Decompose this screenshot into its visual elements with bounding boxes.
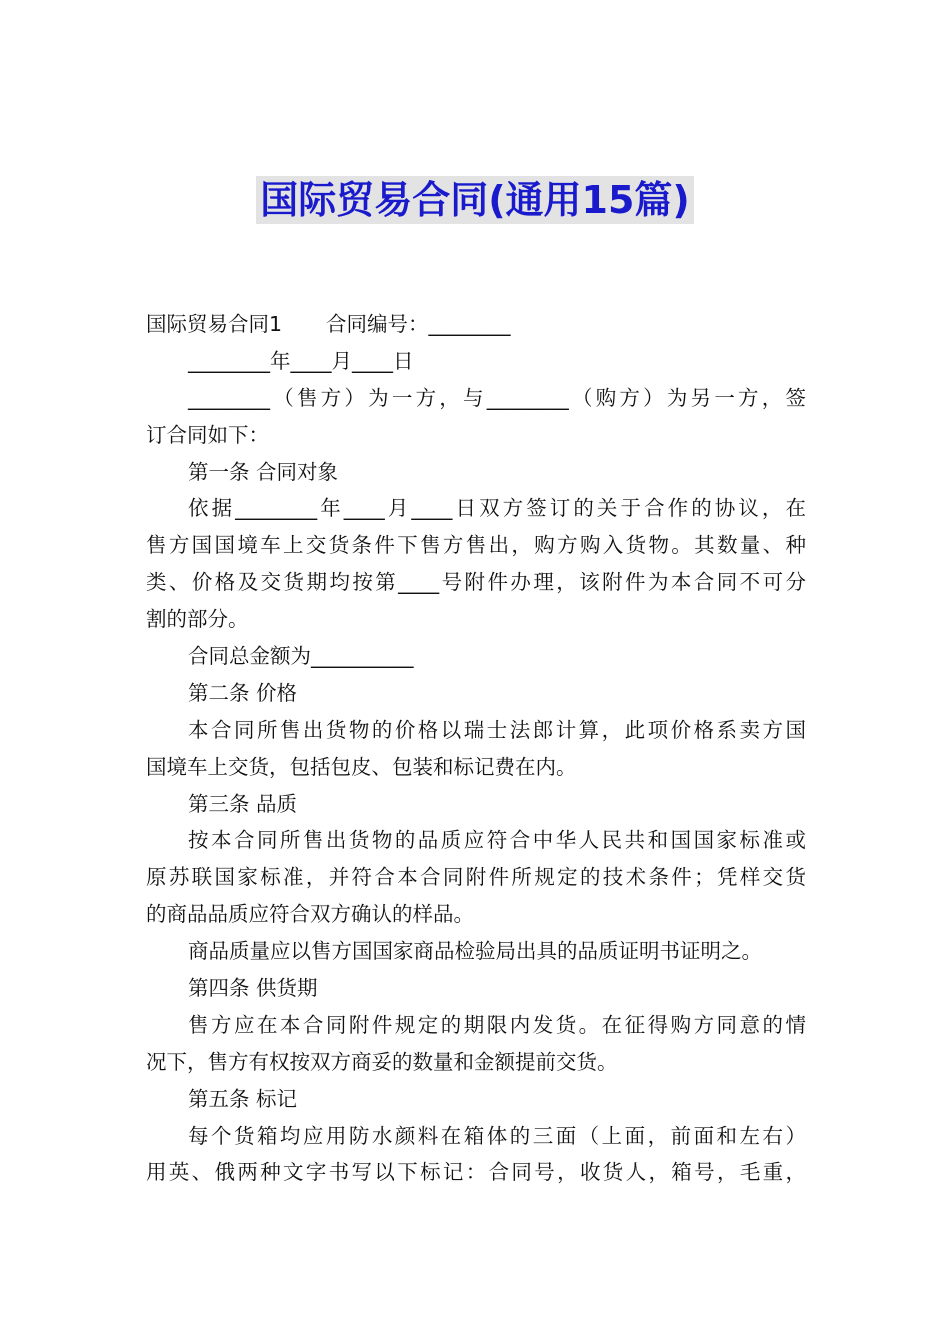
contract-heading: 国际贸易合同1 [146, 312, 283, 336]
parties-line-cont: 订合同如下： [146, 422, 269, 447]
article-3-text-4: 商品质量应以售方国国家商品检验局出具的品质证明书证明之。 [188, 939, 762, 964]
parties-line: ________（售方）为一方，与________（购方）为另一方，签 [188, 385, 806, 410]
article-5-text-1: 每个货箱均应用防水颜料在箱体的三面（上面，前面和左右） [188, 1123, 806, 1148]
article-5-heading: 第五条 标记 [188, 1086, 298, 1111]
article-3-text-1: 按本合同所售出货物的品质应符合中华人民共和国国家标准或 [188, 828, 806, 853]
document-body [146, 306, 806, 1191]
article-1-text-3: 类、价格及交货期均按第____号附件办理，该附件为本合同不可分 [146, 570, 806, 595]
title-container [0, 176, 950, 224]
article-1-heading: 第一条 合同对象 [188, 459, 339, 484]
document-title: 国际贸易合同(通用15篇) [256, 176, 694, 224]
article-1-text-4: 割的部分。 [146, 607, 249, 632]
article-4-text-1: 售方应在本合同附件规定的期限内发货。在征得购方同意的情 [188, 1012, 806, 1037]
article-3-text-2: 原苏联国家标准，并符合本合同附件所规定的技术条件；凭样交货 [146, 865, 806, 890]
date-line: ________年____月____日 [188, 348, 414, 373]
article-2-text-2: 国境车上交货，包括包皮、包装和标记费在内。 [146, 754, 577, 779]
article-2-text-1: 本合同所售出货物的价格以瑞士法郎计算，此项价格系卖方国 [188, 717, 806, 742]
article-1-text-1: 依据________年____月____日双方签订的关于合作的协议，在 [188, 496, 806, 521]
contract-number-label: 合同编号：________ [326, 312, 511, 336]
article-4-text-2: 况下，售方有权按双方商妥的数量和金额提前交货。 [146, 1049, 618, 1074]
article-2-heading: 第二条 价格 [188, 680, 298, 705]
article-3-text-3: 的商品品质应符合双方确认的样品。 [146, 902, 474, 927]
total-amount-line: 合同总金额为__________ [188, 644, 414, 669]
article-3-heading: 第三条 品质 [188, 791, 298, 816]
article-1-text-2: 售方国国境车上交货条件下售方售出，购方购入货物。其数量、种 [146, 533, 806, 558]
article-4-heading: 第四条 供货期 [188, 976, 318, 1001]
article-5-text-2: 用英、俄两种文字书写以下标记：合同号，收货人，箱号，毛重， [146, 1160, 806, 1185]
header-line [146, 306, 806, 343]
